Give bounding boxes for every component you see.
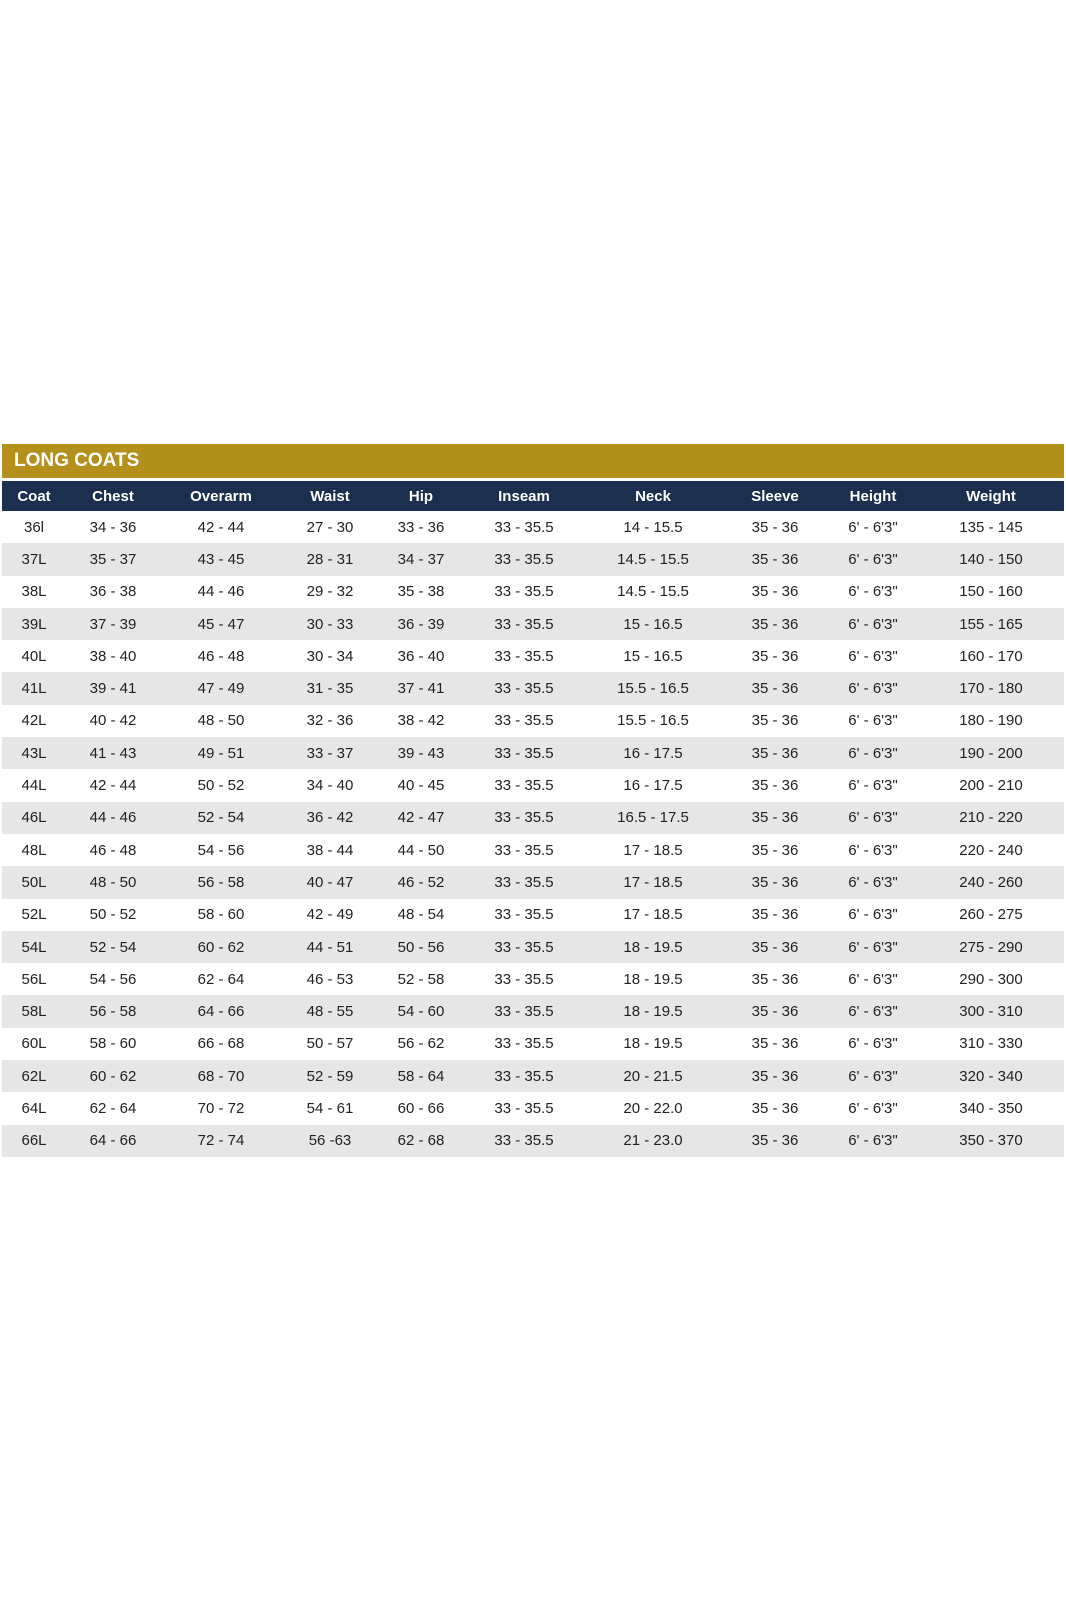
cell-weight: 340 - 350 <box>918 1092 1064 1124</box>
cell-coat: 50L <box>2 866 66 898</box>
cell-weight: 240 - 260 <box>918 866 1064 898</box>
table-row <box>2 511 1064 543</box>
cell-height: 6' - 6'3" <box>828 576 918 608</box>
cell-coat: 54L <box>2 931 66 963</box>
cell-weight: 275 - 290 <box>918 931 1064 963</box>
cell-waist: 52 - 59 <box>282 1060 378 1092</box>
cell-sleeve: 35 - 36 <box>722 576 828 608</box>
cell-chest: 52 - 54 <box>66 931 160 963</box>
cell-overarm: 62 - 64 <box>160 963 282 995</box>
cell-sleeve: 35 - 36 <box>722 1060 828 1092</box>
cell-neck: 18 - 19.5 <box>584 931 722 963</box>
cell-chest: 46 - 48 <box>66 834 160 866</box>
cell-waist: 36 - 42 <box>282 802 378 834</box>
cell-waist: 30 - 33 <box>282 608 378 640</box>
cell-chest: 48 - 50 <box>66 866 160 898</box>
cell-height: 6' - 6'3" <box>828 737 918 769</box>
cell-waist: 31 - 35 <box>282 672 378 704</box>
cell-neck: 18 - 19.5 <box>584 963 722 995</box>
cell-inseam: 33 - 35.5 <box>464 511 584 543</box>
table-row <box>2 963 1064 995</box>
size-table <box>2 481 1064 1157</box>
cell-hip: 40 - 45 <box>378 769 464 801</box>
cell-sleeve: 35 - 36 <box>722 802 828 834</box>
cell-sleeve: 35 - 36 <box>722 640 828 672</box>
cell-inseam: 33 - 35.5 <box>464 672 584 704</box>
column-header-neck: Neck <box>584 481 722 511</box>
cell-waist: 44 - 51 <box>282 931 378 963</box>
column-header-hip: Hip <box>378 481 464 511</box>
size-chart <box>2 444 1064 1157</box>
cell-hip: 52 - 58 <box>378 963 464 995</box>
cell-coat: 58L <box>2 995 66 1027</box>
cell-neck: 16 - 17.5 <box>584 769 722 801</box>
cell-neck: 17 - 18.5 <box>584 866 722 898</box>
cell-waist: 56 -63 <box>282 1125 378 1157</box>
cell-sleeve: 35 - 36 <box>722 931 828 963</box>
cell-sleeve: 35 - 36 <box>722 543 828 575</box>
cell-inseam: 33 - 35.5 <box>464 931 584 963</box>
cell-coat: 42L <box>2 705 66 737</box>
cell-coat: 38L <box>2 576 66 608</box>
cell-inseam: 33 - 35.5 <box>464 705 584 737</box>
cell-coat: 43L <box>2 737 66 769</box>
column-header-weight: Weight <box>918 481 1064 511</box>
cell-hip: 58 - 64 <box>378 1060 464 1092</box>
cell-overarm: 46 - 48 <box>160 640 282 672</box>
cell-chest: 40 - 42 <box>66 705 160 737</box>
cell-height: 6' - 6'3" <box>828 1060 918 1092</box>
cell-neck: 15 - 16.5 <box>584 640 722 672</box>
cell-chest: 64 - 66 <box>66 1125 160 1157</box>
cell-height: 6' - 6'3" <box>828 899 918 931</box>
cell-inseam: 33 - 35.5 <box>464 640 584 672</box>
cell-overarm: 42 - 44 <box>160 511 282 543</box>
cell-neck: 15.5 - 16.5 <box>584 672 722 704</box>
cell-height: 6' - 6'3" <box>828 963 918 995</box>
table-row <box>2 705 1064 737</box>
cell-height: 6' - 6'3" <box>828 931 918 963</box>
cell-overarm: 48 - 50 <box>160 705 282 737</box>
cell-hip: 38 - 42 <box>378 705 464 737</box>
cell-sleeve: 35 - 36 <box>722 737 828 769</box>
column-header-height: Height <box>828 481 918 511</box>
cell-height: 6' - 6'3" <box>828 1028 918 1060</box>
table-row <box>2 1125 1064 1157</box>
cell-chest: 60 - 62 <box>66 1060 160 1092</box>
column-header-chest: Chest <box>66 481 160 511</box>
cell-weight: 155 - 165 <box>918 608 1064 640</box>
cell-weight: 160 - 170 <box>918 640 1064 672</box>
cell-chest: 41 - 43 <box>66 737 160 769</box>
table-row <box>2 769 1064 801</box>
cell-coat: 48L <box>2 834 66 866</box>
table-row <box>2 1028 1064 1060</box>
cell-height: 6' - 6'3" <box>828 834 918 866</box>
cell-inseam: 33 - 35.5 <box>464 995 584 1027</box>
cell-hip: 36 - 39 <box>378 608 464 640</box>
table-row <box>2 1060 1064 1092</box>
cell-overarm: 60 - 62 <box>160 931 282 963</box>
cell-sleeve: 35 - 36 <box>722 1125 828 1157</box>
cell-hip: 34 - 37 <box>378 543 464 575</box>
cell-weight: 150 - 160 <box>918 576 1064 608</box>
cell-waist: 30 - 34 <box>282 640 378 672</box>
cell-height: 6' - 6'3" <box>828 672 918 704</box>
cell-coat: 60L <box>2 1028 66 1060</box>
cell-weight: 140 - 150 <box>918 543 1064 575</box>
cell-inseam: 33 - 35.5 <box>464 866 584 898</box>
cell-sleeve: 35 - 36 <box>722 1092 828 1124</box>
cell-height: 6' - 6'3" <box>828 1125 918 1157</box>
table-row <box>2 737 1064 769</box>
cell-hip: 39 - 43 <box>378 737 464 769</box>
cell-coat: 46L <box>2 802 66 834</box>
cell-waist: 33 - 37 <box>282 737 378 769</box>
cell-neck: 18 - 19.5 <box>584 1028 722 1060</box>
cell-chest: 58 - 60 <box>66 1028 160 1060</box>
cell-coat: 39L <box>2 608 66 640</box>
header-row <box>2 481 1064 511</box>
cell-inseam: 33 - 35.5 <box>464 1028 584 1060</box>
cell-inseam: 33 - 35.5 <box>464 576 584 608</box>
column-header-waist: Waist <box>282 481 378 511</box>
cell-inseam: 33 - 35.5 <box>464 802 584 834</box>
cell-sleeve: 35 - 36 <box>722 608 828 640</box>
table-row <box>2 543 1064 575</box>
cell-coat: 66L <box>2 1125 66 1157</box>
cell-chest: 39 - 41 <box>66 672 160 704</box>
cell-waist: 54 - 61 <box>282 1092 378 1124</box>
cell-weight: 200 - 210 <box>918 769 1064 801</box>
cell-neck: 16.5 - 17.5 <box>584 802 722 834</box>
table-row <box>2 866 1064 898</box>
cell-height: 6' - 6'3" <box>828 866 918 898</box>
cell-overarm: 52 - 54 <box>160 802 282 834</box>
table-row <box>2 931 1064 963</box>
column-header-inseam: Inseam <box>464 481 584 511</box>
cell-inseam: 33 - 35.5 <box>464 1125 584 1157</box>
cell-neck: 20 - 21.5 <box>584 1060 722 1092</box>
cell-sleeve: 35 - 36 <box>722 963 828 995</box>
cell-chest: 62 - 64 <box>66 1092 160 1124</box>
table-row <box>2 640 1064 672</box>
table-row <box>2 834 1064 866</box>
table-body <box>2 511 1064 1157</box>
cell-weight: 260 - 275 <box>918 899 1064 931</box>
cell-sleeve: 35 - 36 <box>722 511 828 543</box>
cell-chest: 34 - 36 <box>66 511 160 543</box>
cell-height: 6' - 6'3" <box>828 769 918 801</box>
table-row <box>2 1092 1064 1124</box>
cell-inseam: 33 - 35.5 <box>464 899 584 931</box>
cell-neck: 18 - 19.5 <box>584 995 722 1027</box>
cell-neck: 14.5 - 15.5 <box>584 576 722 608</box>
cell-chest: 44 - 46 <box>66 802 160 834</box>
cell-weight: 300 - 310 <box>918 995 1064 1027</box>
cell-height: 6' - 6'3" <box>828 608 918 640</box>
cell-hip: 35 - 38 <box>378 576 464 608</box>
cell-waist: 32 - 36 <box>282 705 378 737</box>
cell-hip: 50 - 56 <box>378 931 464 963</box>
cell-waist: 48 - 55 <box>282 995 378 1027</box>
cell-hip: 37 - 41 <box>378 672 464 704</box>
cell-hip: 46 - 52 <box>378 866 464 898</box>
cell-overarm: 70 - 72 <box>160 1092 282 1124</box>
cell-hip: 36 - 40 <box>378 640 464 672</box>
cell-coat: 64L <box>2 1092 66 1124</box>
cell-weight: 170 - 180 <box>918 672 1064 704</box>
cell-waist: 27 - 30 <box>282 511 378 543</box>
cell-overarm: 54 - 56 <box>160 834 282 866</box>
cell-overarm: 44 - 46 <box>160 576 282 608</box>
cell-neck: 17 - 18.5 <box>584 899 722 931</box>
cell-neck: 16 - 17.5 <box>584 737 722 769</box>
cell-overarm: 72 - 74 <box>160 1125 282 1157</box>
chart-title: LONG COATS <box>2 444 1064 478</box>
cell-hip: 44 - 50 <box>378 834 464 866</box>
column-header-sleeve: Sleeve <box>722 481 828 511</box>
cell-chest: 38 - 40 <box>66 640 160 672</box>
cell-overarm: 64 - 66 <box>160 995 282 1027</box>
cell-overarm: 68 - 70 <box>160 1060 282 1092</box>
table-row <box>2 672 1064 704</box>
cell-weight: 210 - 220 <box>918 802 1064 834</box>
cell-neck: 21 - 23.0 <box>584 1125 722 1157</box>
cell-overarm: 56 - 58 <box>160 866 282 898</box>
cell-weight: 320 - 340 <box>918 1060 1064 1092</box>
cell-weight: 290 - 300 <box>918 963 1064 995</box>
cell-coat: 62L <box>2 1060 66 1092</box>
cell-waist: 40 - 47 <box>282 866 378 898</box>
cell-waist: 29 - 32 <box>282 576 378 608</box>
cell-waist: 38 - 44 <box>282 834 378 866</box>
cell-weight: 180 - 190 <box>918 705 1064 737</box>
cell-hip: 33 - 36 <box>378 511 464 543</box>
cell-waist: 46 - 53 <box>282 963 378 995</box>
cell-overarm: 45 - 47 <box>160 608 282 640</box>
cell-weight: 190 - 200 <box>918 737 1064 769</box>
cell-neck: 15 - 16.5 <box>584 608 722 640</box>
table-row <box>2 576 1064 608</box>
cell-inseam: 33 - 35.5 <box>464 963 584 995</box>
cell-sleeve: 35 - 36 <box>722 899 828 931</box>
cell-weight: 220 - 240 <box>918 834 1064 866</box>
cell-coat: 41L <box>2 672 66 704</box>
cell-weight: 310 - 330 <box>918 1028 1064 1060</box>
cell-waist: 42 - 49 <box>282 899 378 931</box>
cell-overarm: 50 - 52 <box>160 769 282 801</box>
cell-height: 6' - 6'3" <box>828 640 918 672</box>
cell-coat: 56L <box>2 963 66 995</box>
cell-chest: 42 - 44 <box>66 769 160 801</box>
table-row <box>2 802 1064 834</box>
cell-height: 6' - 6'3" <box>828 802 918 834</box>
table-row <box>2 899 1064 931</box>
cell-overarm: 43 - 45 <box>160 543 282 575</box>
cell-height: 6' - 6'3" <box>828 995 918 1027</box>
cell-hip: 60 - 66 <box>378 1092 464 1124</box>
cell-overarm: 49 - 51 <box>160 737 282 769</box>
cell-waist: 34 - 40 <box>282 769 378 801</box>
cell-sleeve: 35 - 36 <box>722 866 828 898</box>
cell-chest: 50 - 52 <box>66 899 160 931</box>
cell-inseam: 33 - 35.5 <box>464 1092 584 1124</box>
cell-neck: 17 - 18.5 <box>584 834 722 866</box>
cell-hip: 54 - 60 <box>378 995 464 1027</box>
cell-chest: 36 - 38 <box>66 576 160 608</box>
cell-waist: 28 - 31 <box>282 543 378 575</box>
cell-sleeve: 35 - 36 <box>722 1028 828 1060</box>
cell-sleeve: 35 - 36 <box>722 834 828 866</box>
cell-waist: 50 - 57 <box>282 1028 378 1060</box>
cell-sleeve: 35 - 36 <box>722 995 828 1027</box>
cell-height: 6' - 6'3" <box>828 511 918 543</box>
cell-coat: 36l <box>2 511 66 543</box>
cell-inseam: 33 - 35.5 <box>464 834 584 866</box>
cell-overarm: 58 - 60 <box>160 899 282 931</box>
column-header-coat: Coat <box>2 481 66 511</box>
cell-overarm: 66 - 68 <box>160 1028 282 1060</box>
cell-sleeve: 35 - 36 <box>722 705 828 737</box>
cell-chest: 37 - 39 <box>66 608 160 640</box>
cell-chest: 35 - 37 <box>66 543 160 575</box>
cell-chest: 54 - 56 <box>66 963 160 995</box>
cell-coat: 44L <box>2 769 66 801</box>
cell-inseam: 33 - 35.5 <box>464 608 584 640</box>
column-header-overarm: Overarm <box>160 481 282 511</box>
cell-inseam: 33 - 35.5 <box>464 1060 584 1092</box>
cell-inseam: 33 - 35.5 <box>464 737 584 769</box>
table-row <box>2 995 1064 1027</box>
cell-weight: 350 - 370 <box>918 1125 1064 1157</box>
cell-overarm: 47 - 49 <box>160 672 282 704</box>
cell-neck: 14.5 - 15.5 <box>584 543 722 575</box>
cell-coat: 37L <box>2 543 66 575</box>
cell-hip: 42 - 47 <box>378 802 464 834</box>
cell-neck: 20 - 22.0 <box>584 1092 722 1124</box>
cell-height: 6' - 6'3" <box>828 1092 918 1124</box>
cell-chest: 56 - 58 <box>66 995 160 1027</box>
table-row <box>2 608 1064 640</box>
cell-hip: 48 - 54 <box>378 899 464 931</box>
cell-sleeve: 35 - 36 <box>722 769 828 801</box>
cell-weight: 135 - 145 <box>918 511 1064 543</box>
cell-coat: 40L <box>2 640 66 672</box>
cell-inseam: 33 - 35.5 <box>464 543 584 575</box>
cell-height: 6' - 6'3" <box>828 705 918 737</box>
cell-neck: 15.5 - 16.5 <box>584 705 722 737</box>
cell-height: 6' - 6'3" <box>828 543 918 575</box>
cell-coat: 52L <box>2 899 66 931</box>
cell-inseam: 33 - 35.5 <box>464 769 584 801</box>
cell-sleeve: 35 - 36 <box>722 672 828 704</box>
cell-hip: 56 - 62 <box>378 1028 464 1060</box>
cell-neck: 14 - 15.5 <box>584 511 722 543</box>
cell-hip: 62 - 68 <box>378 1125 464 1157</box>
